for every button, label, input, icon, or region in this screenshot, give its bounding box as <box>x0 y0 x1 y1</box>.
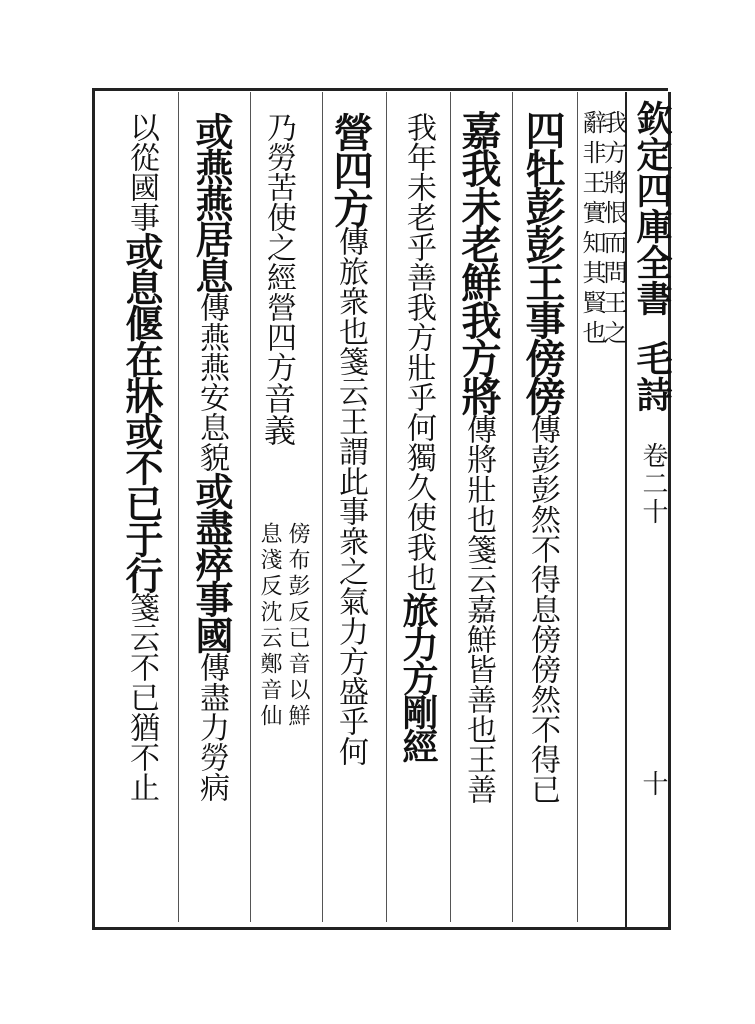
column-rule <box>322 92 323 922</box>
margin-juan: 卷二十 <box>638 442 668 526</box>
text-column <box>455 110 502 804</box>
main-text: 或盡瘁事國 <box>189 472 234 652</box>
column-rule <box>178 92 179 922</box>
column-rule <box>450 92 451 922</box>
annotation-line: 我方將恨而問王之 <box>599 110 627 350</box>
commentary-text: 我年未老乎善我方壯乎何獨久使我也 <box>401 112 436 592</box>
commentary-text: 箋云不已猶不止 <box>124 592 159 802</box>
commentary-text: 傳燕燕安息貌 <box>194 292 229 472</box>
main-text: 四牡彭彭王事傍傍 <box>519 110 566 414</box>
margin-folio: 十 <box>638 770 668 796</box>
commentary-text: 傳盡力勞病 <box>194 652 229 802</box>
commentary-text: 乃勞苦使之經營四方 <box>261 112 296 382</box>
annotation-line: 息淺反沈云鄭音仙 <box>257 522 282 730</box>
text-column <box>119 112 164 802</box>
text-column <box>327 112 374 766</box>
text-column <box>259 112 297 446</box>
main-text: 或燕燕居息 <box>189 112 234 292</box>
annotation-line: 辭非王實知其賢也 <box>578 110 606 350</box>
main-text: 經 <box>397 728 439 762</box>
main-text: 或息偃在牀或不已于行 <box>119 232 164 592</box>
margin-title: 欽定四庫全書 <box>631 100 673 316</box>
text-column <box>397 112 439 762</box>
annotation-line: 傍布彭反已音以鮮 <box>285 522 310 730</box>
commentary-text: 傳彭彭然不得息傍傍然不得已 <box>525 414 560 804</box>
column-rule <box>512 92 513 922</box>
margin-book: 毛詩 <box>631 340 673 412</box>
commentary-text: 傳旅衆也箋云王謂此事衆之氣力方盛乎何 <box>333 226 368 766</box>
main-text: 旅力方剛 <box>397 592 439 728</box>
commentary-text: 傳將壯也箋云嘉鮮皆善也王善 <box>461 414 496 804</box>
yinyi-label: 音義 <box>259 382 297 446</box>
main-text: 嘉我未老鮮我方將 <box>455 110 502 414</box>
commentary-text: 以從國事 <box>124 112 159 232</box>
main-text: 營四方 <box>327 112 374 226</box>
column-rule <box>386 92 387 922</box>
column-rule <box>250 92 251 922</box>
text-column <box>519 110 566 804</box>
text-column <box>189 112 234 802</box>
